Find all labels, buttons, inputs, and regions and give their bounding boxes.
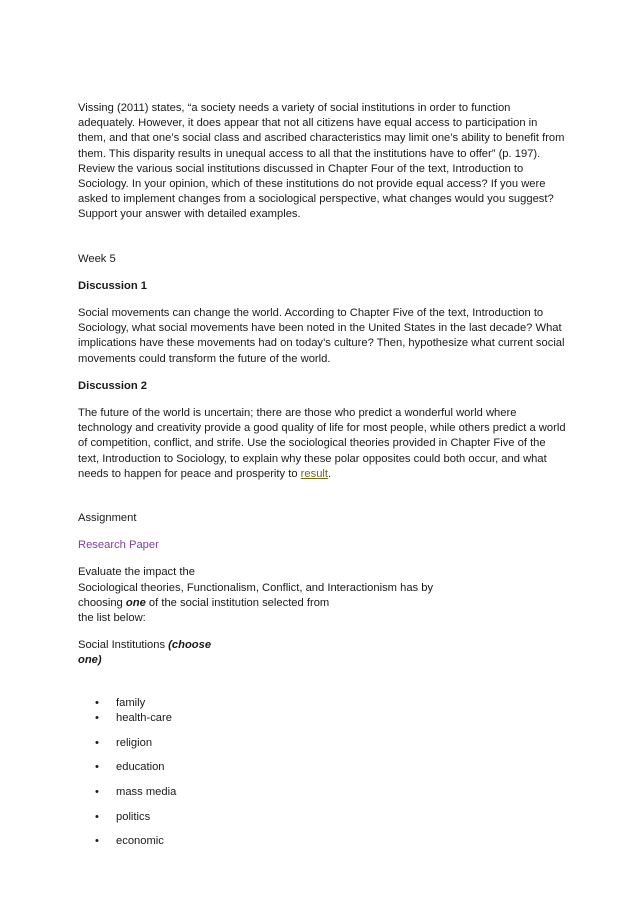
evaluate-line-2: Sociological theories, Functionalism, Conflict, and Interactionism has by: [78, 581, 434, 594]
institutions-list: [78, 696, 568, 850]
intro-paragraph: Vissing (2011) states, “a society needs a variety of social institutions in order to function adequately. However, it does appear that not all citizens have equal access to participation in them, and that one’s social class and ascribed characteristics may limit one’s ability to benefit from them. This disparity results in unequal access to all that the institutions have to offer” (p. 197). Review the various social institutions discussed in Chapter Four of the text, Introduction to Sociology. In your opinion, which of these institutions do not provide equal access? If you were asked to implement changes from a sociological perspective, what changes would you suggest? Support your answer with detailed examples.: [78, 102, 565, 221]
bullet-icon: •: [95, 711, 99, 724]
list-item-label: education: [116, 761, 165, 774]
week-label: Week 5: [78, 252, 116, 265]
list-item: [78, 810, 568, 825]
list-item-label: mass media: [116, 786, 177, 798]
bullet-icon: •: [95, 786, 99, 798]
evaluate-line-3-end: of the social institution selected from: [145, 596, 330, 609]
list-item-label: economic: [116, 835, 164, 848]
discussion-2-text: [78, 406, 568, 482]
list-item: [78, 711, 568, 726]
discussion-1-text: Social movements can change the world. According to Chapter Five of the text, Introduction to Sociology, what social movements have been noted in the United States in the last decade? What implications have these movements had on today’s culture? Then, hypothesize what current social movements could transform the future of the world.: [78, 307, 565, 365]
list-item-label: health-care: [116, 711, 172, 724]
discussion-2-heading: Discussion 2: [78, 379, 148, 392]
list-item: [78, 760, 568, 775]
list-item: [78, 696, 568, 711]
result-link[interactable]: result: [300, 467, 329, 480]
bullet-icon: •: [95, 835, 99, 848]
evaluate-line-4: the list below:: [78, 612, 146, 625]
evaluate-paragraph: [78, 565, 568, 626]
social-institutions-label: [78, 638, 568, 668]
bullet-icon: •: [95, 736, 99, 749]
assignment-label: Assignment: [78, 512, 137, 525]
list-item: [78, 785, 568, 800]
bullet-icon: •: [95, 761, 99, 774]
choose-line-1: (choose: [168, 639, 212, 652]
document-page: [78, 101, 568, 859]
list-item: [78, 834, 568, 849]
list-item-label: family: [116, 696, 146, 709]
evaluate-line-1: Evaluate the impact the: [78, 566, 195, 579]
bullet-icon: •: [95, 810, 99, 823]
evaluate-line-3-start: choosing: [78, 596, 126, 609]
list-item-label: religion: [116, 736, 153, 749]
discussion-2-body: The future of the world is uncertain; there are those who predict a wonderful world where technology and creativity provide a good quality of life for most people, while others predict a world of competition, conflict, and strife. Use the sociological theories provided in Chapter Five of the text, Introduction to Sociology, to explain why these polar opposites could both occur, and what needs to happen for peace and prosperity to: [78, 407, 566, 480]
bullet-icon: •: [95, 696, 99, 709]
discussion-2-end: .: [328, 467, 332, 480]
evaluate-emphasis: one: [125, 596, 146, 609]
institutions-label-text: Social Institutions: [78, 639, 169, 652]
list-item-label: politics: [116, 810, 151, 823]
discussion-1-heading: Discussion 1: [78, 279, 148, 292]
research-paper-label: Research Paper: [78, 539, 159, 552]
list-item: [78, 736, 568, 751]
choose-line-2: one): [78, 654, 102, 667]
